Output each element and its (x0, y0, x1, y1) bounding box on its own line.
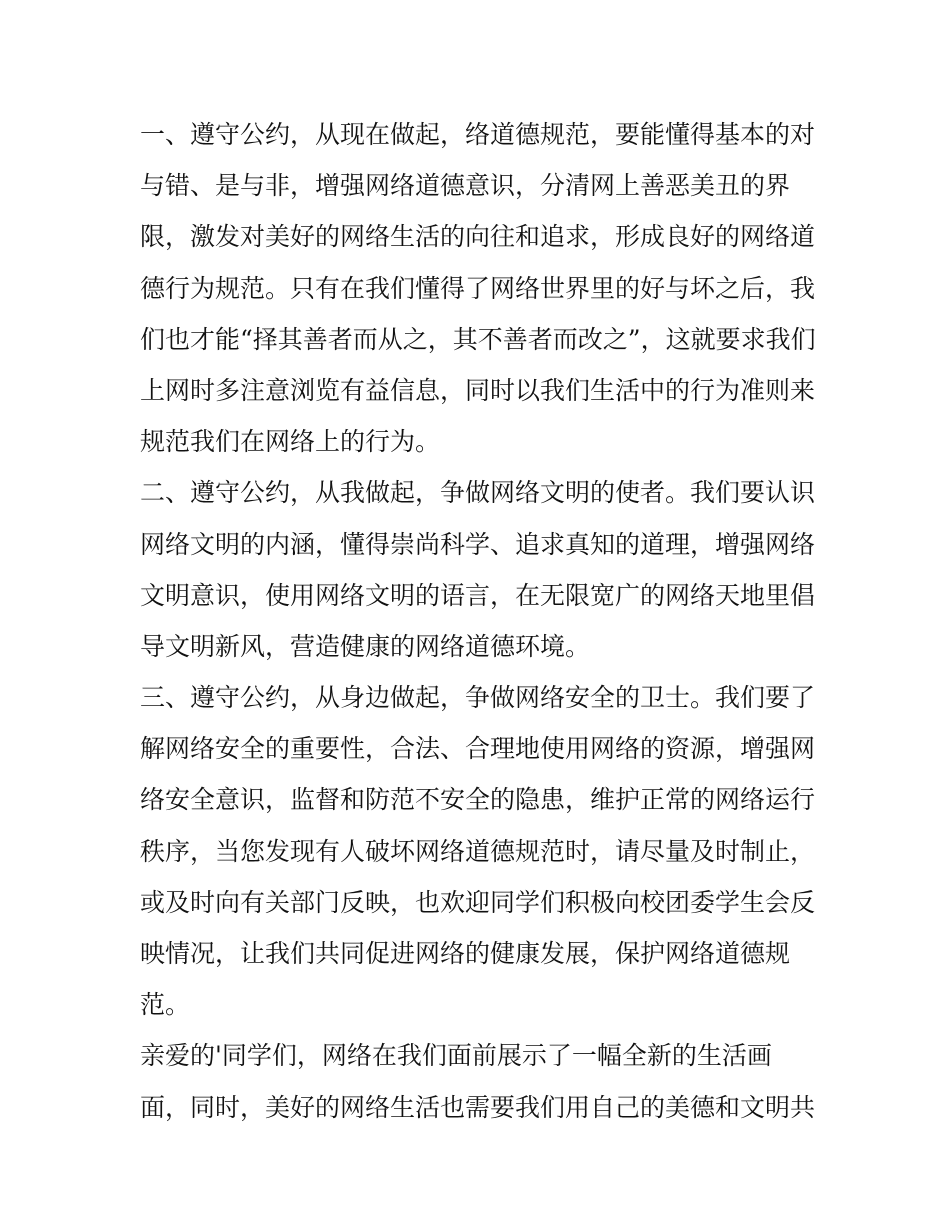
text-line: 秩序，当您发现有人破坏网络道德规范时，请尽量及时制止， (140, 836, 816, 866)
text-line: 解网络安全的重要性，合法、合理地使用网络的资源，增强网 (140, 734, 816, 764)
document-body (140, 109, 820, 1133)
text-line: 德行为规范。只有在我们懂得了网络世界里的好与坏之后，我 (140, 273, 816, 303)
text-line: 面，同时，美好的网络生活也需要我们用自己的美德和文明共 (140, 1092, 816, 1122)
paragraph-2 (140, 467, 820, 672)
text-line: 网络文明的内涵，懂得崇尚科学、追求真知的道理，增强网络 (140, 529, 816, 559)
text-line: 或及时向有关部门反映，也欢迎同学们积极向校团委学生会反 (140, 887, 816, 917)
text-line: 三、遵守公约，从身边做起，争做网络安全的卫士。我们要了 (140, 683, 816, 713)
text-line: 二、遵守公约，从我做起，争做网络文明的使者。我们要认识 (140, 478, 816, 508)
text-line: 上网时多注意浏览有益信息，同时以我们生活中的行为准则来 (140, 375, 816, 405)
text-line: 范。 (140, 990, 191, 1020)
text-line: 规范我们在网络上的行为。 (140, 427, 441, 457)
text-line: 导文明新风，营造健康的网络道德环境。 (140, 631, 591, 661)
text-line: 映情况，让我们共同促进网络的健康发展，保护网络道德规 (140, 939, 791, 968)
text-line: 们也才能“择其善者而从之，其不善者而改之”，这就要求我们 (140, 324, 816, 354)
paragraph-3 (140, 672, 820, 1030)
paragraph-4 (140, 1030, 820, 1132)
text-line: 亲爱的'同学们，网络在我们面前展示了一幅全新的生活画 (140, 1041, 772, 1071)
text-line: 一、遵守公约，从现在做起，络道德规范，要能懂得基本的对 (140, 120, 816, 149)
text-line: 限，激发对美好的网络生活的向往和追求，形成良好的网络道 (140, 222, 816, 252)
text-line: 络安全意识，监督和防范不安全的隐患，维护正常的网络运行 (140, 785, 816, 815)
text-line: 与错、是与非，增强网络道德意识，分清网上善恶美丑的界 (140, 171, 791, 201)
text-line: 文明意识，使用网络文明的语言，在无限宽广的网络天地里倡 (140, 580, 816, 610)
paragraph-1 (140, 109, 820, 467)
